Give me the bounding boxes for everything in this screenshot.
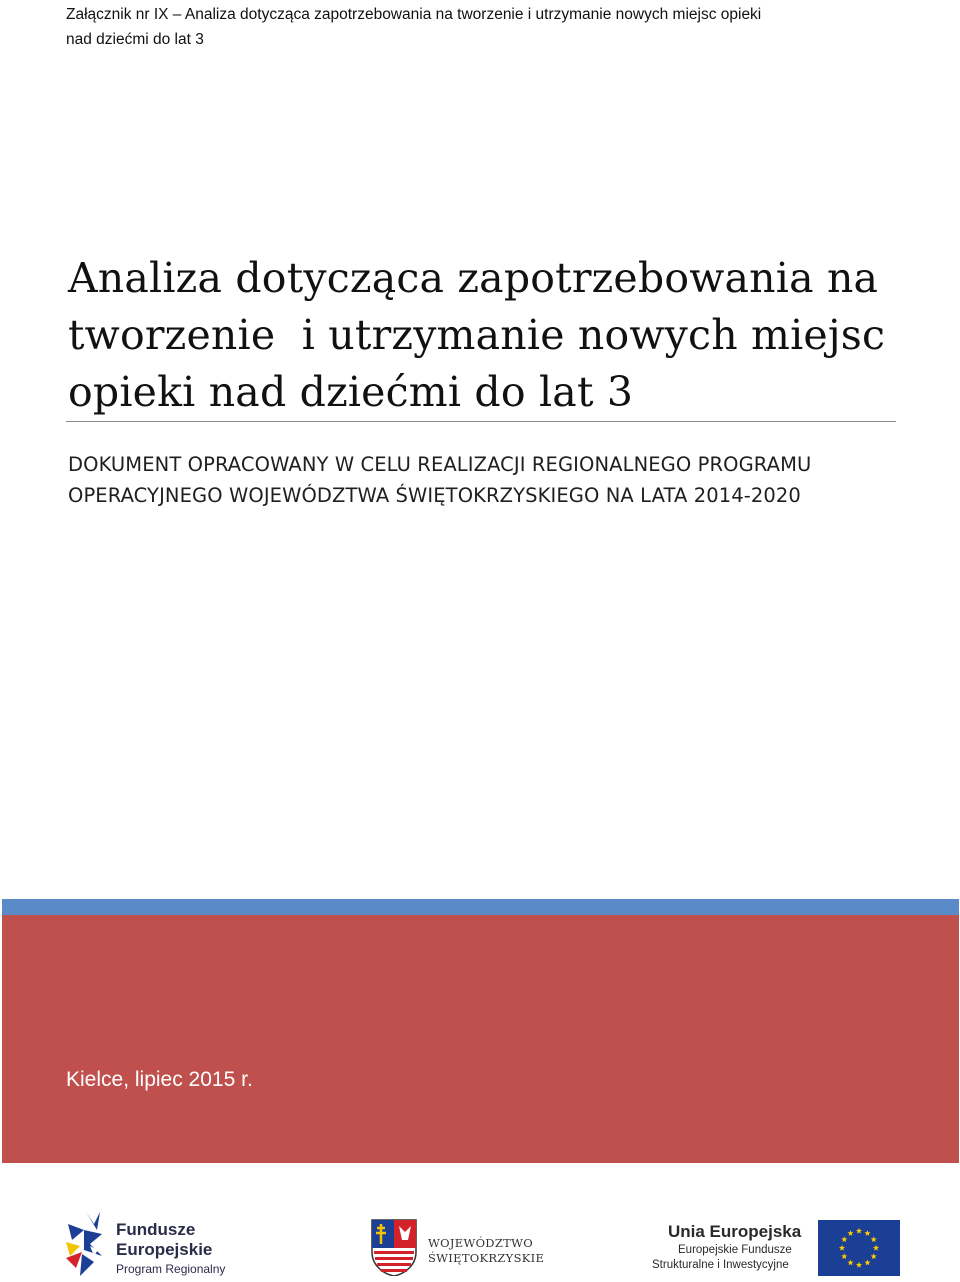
wojewodztwo-line-1: WOJEWÓDZTWO <box>428 1236 533 1250</box>
header-note <box>66 2 896 52</box>
fundusze-line-1: Fundusze <box>116 1220 196 1239</box>
subtitle-line-2: OPERACYJNEGO WOJEWÓDZTWA ŚWIĘTOKRZYSKIEGO NA LATA 2014-2020 <box>68 484 801 507</box>
title-divider <box>66 421 896 422</box>
unia-line-3: Strukturalne i Inwestycyjne <box>652 1259 789 1271</box>
title-line-2: tworzenie i utrzymanie nowych miejsc <box>68 311 886 359</box>
unia-line-2: Europejskie Fundusze <box>678 1244 792 1256</box>
fundusze-europejskie-logo-icon <box>64 1210 104 1278</box>
wojewodztwo-swietokrzyskie-logo <box>370 1218 545 1278</box>
title-line-3: opieki nad dziećmi do lat 3 <box>68 368 634 416</box>
eu-flag-icon <box>818 1220 900 1276</box>
blue-accent-band <box>2 899 959 915</box>
title-line-1: Analiza dotycząca zapotrzebowania na <box>68 254 879 302</box>
document-title <box>68 250 928 421</box>
unia-line-1: Unia Europejska <box>668 1222 802 1241</box>
header-note-line-1: Załącznik nr IX – Analiza dotycząca zapotrzebowania na tworzenie i utrzymanie nowych miejsc opieki <box>66 6 762 23</box>
place-and-date: Kielce, lipiec 2015 r. <box>66 1068 253 1091</box>
subtitle-line-1: DOKUMENT OPRACOWANY W CELU REALIZACJI REGIONALNEGO PROGRAMU <box>68 453 812 476</box>
header-note-line-2: nad dziećmi do lat 3 <box>66 31 204 48</box>
wojewodztwo-line-2: ŚWIĘTOKRZYSKIE <box>428 1251 545 1265</box>
unia-europejska-logo <box>652 1218 900 1278</box>
fundusze-line-3: Program Regionalny <box>116 1262 226 1276</box>
red-footer-band <box>2 915 959 1163</box>
swietokrzyskie-coat-of-arms-icon <box>370 1218 418 1276</box>
fundusze-europejskie-logo <box>64 1210 244 1278</box>
document-subtitle <box>68 449 948 511</box>
fundusze-line-2: Europejskie <box>116 1240 213 1259</box>
